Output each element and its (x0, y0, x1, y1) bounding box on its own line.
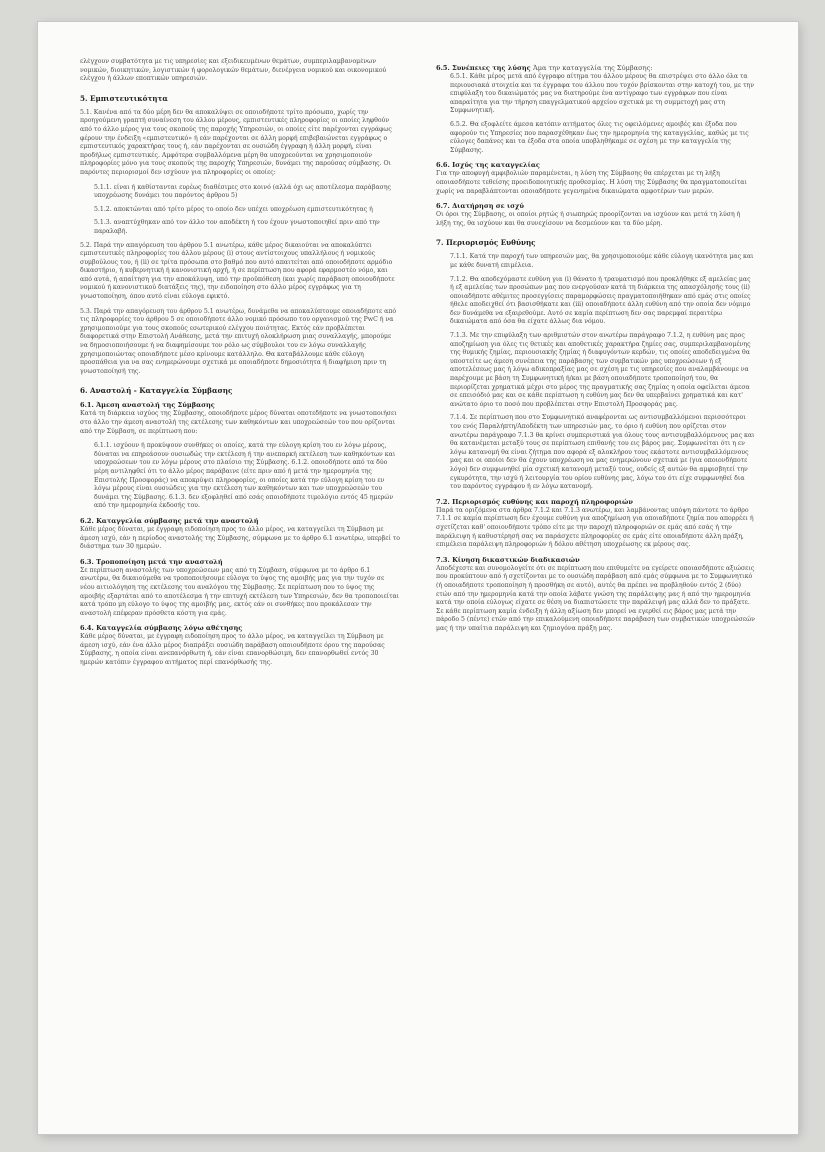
clause-6-6: Για την αποφυγή αμφιβολιών παραμένεται, η λύση της Σύμβασης θα επέρχεται με τη λήξη οποιασδήποτε τεθείσης προειδοποιητικής προθεσμίας. Η λύση της Σύμβασης θα πραγματοποιείται χωρίς να παραβλάπτονται οποιαδήποτε γεγενημένα δικαιώματα αμφοτέρων των μερών. (436, 170, 747, 195)
section-6-heading: 6. Αναστολή - Καταγγελία Σύμβασης (80, 386, 233, 396)
clause-6-5-heading (436, 64, 756, 72)
clause-5-1-3: 5.1.3. αναπτύχθηκαν από τον άλλο τον αποδέκτη ή του έχουν γνωστοποιηθεί πριν από την παραλαβή. (94, 219, 380, 235)
intro-paragraph: ελέγχουν συμβατότητα με τις υπηρεσίες και εξειδικευμένων θεμάτων, συμπεριλαμβανομένων νομικών, διοικητικών, λογιστικών ή φορολογικών θεμάτων, διενέργεια νομικού και οικονομικού ελέγχου ή άλλων εποπτικών υπηρεσιών. (80, 58, 387, 83)
document-page (38, 22, 798, 1134)
clause-6-5-title: 6.5. Συνέπειες της λύσης (436, 64, 531, 72)
clause-7-3-heading: 7.3. Κίνηση δικαστικών διαδικασιών (436, 555, 580, 564)
clause-7-2: Παρά τα οριζόμενα στα άρθρα 7.1.2 και 7.1.3 ανωτέρω, και λαμβάνοντας υπόψη πάντοτε το άρθρο 7.1.1 σε καμία περίπτωση δεν έχουμε ευθύνη για αποζημίωση για οποιαδήποτε ζημία που απορρέει ή σχετίζεται καθ' οποιονδήποτε τρόπο είτε με την παροχή πληροφοριών σε εμάς από εσάς ή την παράλειψη ή καθυστέρησή σας να παράσχετε πληροφορίες σε εμάς είτε οποιαδήποτε άλλη πράξη, επιμέλεια παράλειψη πληροφοριών ή δόλου αθέτηση υποχρέωσης εκ μέρους σας. (436, 506, 754, 549)
clause-6-7: Οι όροι της Σύμβασης, οι οποίοι ρητώς ή σιωπηρώς προορίζονται να ισχύουν και μετά τη λύση ή λήξη της, θα ισχύουν και θα συνεχίσουν να δεσμεύουν και τα δύο μέρη. (436, 211, 741, 227)
clause-6-3: Σε περίπτωση αναστολής των υποχρεώσεων μας από τη Σύμβαση, σύμφωνα με το άρθρο 6.1 ανωτέρω, θα δικαιούμεθα να τροποποιήσουμε εύλογα το ύψος της αμοιβής μας για την τυχόν σε νέου αιτιολόγηση της εκτέλεσης του αναλόγου της Σύμβασης. Σε περίπτωση που το ύψος της αμοιβής εξαρτάται από το αποτέλεσμα ή την επιτυχή εκτέλεση των Υπηρεσιών, δεν θα τροποποιείται κατά τρόπο μη εύλογο το ύψος της αμοιβής μας, εκτός εάν οι συνθήκες που προκάλεσαν την αναστολή επέφεραν πρόσθετα κόστη για εμάς. (80, 566, 400, 617)
right-column (436, 58, 756, 639)
section-7-heading: 7. Περιορισμός Ευθύνης (436, 238, 536, 248)
clause-6-1-items: 6.1.1. ισχύουν ή προκύψουν συνθήκες οι οποίες, κατά την εύλογη κρίση του εν λόγω μέρους, δύναται να επηρεάσουν ουσιωδώς την εκτέλεση ή την ανεπαρκή εκτέλεση των καθηκόντων και υποχρεώσεων του εν λόγω μέρους στο πλαίσιο της Σύμβασης. 6.1.2. οποιοδήποτε από τα δύο μέρη αντιληφθεί ότι το άλλο μέρος παράβαινε (είτε πριν από ή μετά την ημερομηνία της Επιστολής Προσφοράς) να αποκρύψει πληροφορίες, οι οποίες κατά την εύλογη κρίση του εν λόγω μέρους είναι ουσιώδεις για την εκτέλεση των καθηκόντων και των υποχρεώσεών του δυνάμει της Σύμβασης. 6.1.3. δεν εξοφληθεί από εσάς οποιοδήποτε τιμολόγιο εντός 45 ημερών από την ημερομηνία έκδοσής του. (94, 442, 396, 510)
section-5-heading: 5. Εμπιστευτικότητα (80, 93, 168, 103)
clause-5-3: 5.3. Παρά την απαγόρευση του άρθρου 5.1 ανωτέρω, δυνάμεθα να αποκαλύπτουμε οποιαδήποτε από τις πληροφορίες του άρθρου 5 σε οποιοδήποτε άλλο νομικό πρόσωπο του οργανισμού της PwC ή να χρησιμοποιούμε για τους σκοπούς εσωτερικού ελέγχου ποιότητας. Εκτός εάν προβλέπεται διαφορετικά στην Επιστολή Ανάθεσης, μετά την επιτυχή ολοκλήρωση μιας συναλλαγής, μπορούμε να δημοσιοποιήσουμε ή να διαφημίσουμε τον ρόλο ως σύμβουλοι του εν λόγω συναλλαγής χρησιμοποιώντας οποιαδήποτε μέσο κρίνουμε κατάλληλο. Θα καταβάλλουμε κάθε εύλογη προσπάθεια για να σας ενημερώνουμε σχετικά με οποιαδήποτε δημοσιότητα ή διαφήμιση πριν τη γνωστοποίησή της. (80, 307, 397, 375)
clause-6-1-heading: 6.1. Άμεση αναστολή της Σύμβασης (80, 401, 215, 410)
clause-7-1-1: 7.1.1. Κατά την παροχή των υπηρεσιών μας, θα χρησιμοποιούμε κάθε εύλογη ικανότητα μας και με κάθε δυνατή επιμέλεια. (450, 253, 754, 269)
clause-5-2: 5.2. Παρά την απαγόρευση του άρθρου 5.1 ανωτέρω, κάθε μέρος δικαιούται να αποκαλύπτει εμπιστευτικές πληροφορίες του άλλου μέρους (i) στους αντίστοιχους υπαλλήλους ή νομικούς συμβούλους του, ή (ii) σε τρίτα πρόσωπα στο βαθμό που αυτό απαιτείται από οποιοδήποτε αρμόδιο δικαστήριο, ή κυβερνητική ή κανονιστική αρχή, ή σε περίπτωση που αφορά εφαρμοστέο νόμο, και από αυτά, ή απαίτηση για την αποκάλυψη, υπό την προϋπόθεση (και χωρίς παράβαση οποιουδήποτε νομικού ή κανονιστικού διατάξεις της), την ειδοποίηση στο άλλο μέρος εγγράφως για τη γνωστοποίηση, όπου αυτό είναι εύλογα εφικτό. (80, 241, 395, 301)
clause-7-2-heading: 7.2. Περιορισμός ευθύνης και παροχή πληροφοριών (436, 497, 633, 506)
clause-5-1: 5.1. Κανένα από τα δύο μέρη δεν θα αποκαλύψει σε οποιοδήποτε τρίτο πρόσωπο, χωρίς την προηγούμενη γραπτή συναίνεση του άλλου μέρους, εμπιστευτικές πληροφορίες οι οποίες ληφθούν από το άλλο μέρος για τους σκοπούς της παροχής Υπηρεσιών, οι οποίες είτε παρέχονται εγγράφως φέρουν την ένδειξη «εμπιστευτικό» ή εάν παρέχονται σε άλλη μορφή επιβεβαιώνεται εγγράφως ο εμπιστευτικός χαρακτήρας τους ή, εάν παρέχονται σε ουσιώδη έγγραφη ή άλλη μορφή, είναι προδήλως εμπιστευτικές. Αμφότερα συμβαλλόμενα μέρη θα υποχρεούνται να χρησιμοποιούν πληροφορίες μόνο για τους σκοπούς της παροχής Υπηρεσιών, δυνάμει της παρούσας σύμβασης. Οι παρόντες περιορισμοί δεν ισχύουν για πληροφορίες οι οποίες: (80, 108, 392, 176)
clause-6-5-lead: Άμα την καταγγελία της Σύμβασης: (532, 64, 653, 72)
left-column (80, 58, 400, 674)
clause-6-2-heading: 6.2. Καταγγελία σύμβασης μετά την αναστολή (80, 516, 259, 525)
clause-7-1-2: 7.1.2. Θα αποδεχόμαστε ευθύνη για (i) θάνατο ή τραυματισμό που προκλήθηκε εξ αμελείας μας ή εξ αμελείας των προσώπων μας που ενεργούσαν κατά τη διάρκεια της απασχόλησής τους (ii) οποιαδήποτε αθέμιτες προσεγγίσεις παραμορφώσεις πραγματοποιήθηκαν από εμάς στις οποίες ήθελε αποδειχθεί ότι βασισθήκατε και (iii) οποιαδήποτε άλλη ευθύνη από την οποία δεν νόμιμο δεν δυνάμεθα να εξαιρεθούμε. Αυτό σε καμία περίπτωση δεν σας παρεμφαί περαιτέρω δικαιώματα από όσα θα είχατε άλλως δια νόμου. (450, 275, 751, 326)
clause-5-1-2: 5.1.2. αποκτώνται από τρίτο μέρος το οποίο δεν υπέχει υποχρέωση εμπιστευτικότητας ή (94, 205, 373, 213)
clause-5-1-1: 5.1.1. είναι ή καθίστανται ευρέως διαθέσιμες στο κοινό (αλλά όχι ως αποτέλεσμα παράβασης υποχρέωσης δυνάμει του παρόντος άρθρου 5) (94, 183, 392, 200)
clause-6-5-2: 6.5.2. Θα εξοφλείτε άμεσα κατόπιν αιτήματος όλες τις οφειλόμενες αμοιβές και έξοδα που αφορούν τις Υπηρεσίες που παρασχέθηκαν έως την ημερομηνία της καταγγελίας, καθώς με τις εύλογες δαπάνες και τα έξοδα στα οποία υποβληθήκαμε σε σχέση με την καταγγελία της Σύμβασης. (450, 120, 749, 154)
clause-6-7-heading: 6.7. Διατήρηση σε ισχύ (436, 202, 524, 211)
clause-6-3-heading: 6.3. Τροποποίηση μετά την αναστολή (80, 557, 223, 566)
clause-7-1-3: 7.1.3. Με την επιφύλαξη των αριθμιστών στον ανωτέρω παράγραφο 7.1.2, η ευθύνη μας προς αποζημίωση για όλες τις θετικές και αποθετικές χαρακτήρα ζημίες σας, συμπεριλαμβανομένης της θυμικής ζημίας, περιουσιακής ζημίας ή διαφυγόντων κερδών, τις οποίες αποδεδειγμένα θα υποστείτε ως άμεση συνέπεια της παράβασης των συμβατικών μας υποχρεώσεων ή εξ αποτελέσεως μας ή λόγω αδικοπραξίας μας σε σχέση με τις υπηρεσίες που αναλαμβάνουμε να παρέχουμε με βάση τη Συμφωνητική ή/και με βάση οποιαδήποτε τροποποίησή του, θα περιορίζεται χρηματικά μέχρι στο μέρος της πραγματικής σας ζημίας η οποία οφείλεται άμεσα σε επεισόδιό μας και σε κάθε περίπτωση η ευθύνη μας δεν θα υπερβαίνει χρηματικά και κατ' ανώτατο όριο το ποσό που προβλέπεται στην Επιστολή Προσφοράς μας. (450, 332, 751, 408)
clause-6-5-1: 6.5.1. Κάθε μέρος μετά από έγγραφο αίτημα του άλλου μέρους θα επιστρέψει στο άλλο όλα τα περιουσιακά στοιχεία και τα έγγραφα του άλλου που τυχόν βρίσκονται στην κατοχή του, με την επιφύλαξη του δικαιώματός μας να διατηρούμε ένα αντίγραφο των εγγράφων που είναι απαραίτητα για την τήρηση επαγγελματικού αρχείου σχετικά με τη συμμετοχή μας στη Συμφωνητική. (450, 73, 754, 115)
clause-6-6-heading: 6.6. Ισχύς της καταγγελίας (436, 161, 540, 170)
clause-6-4: Κάθε μέρος δύναται, με έγγραφη ειδοποίηση προς το άλλο μέρος, να καταγγείλει τη Σύμβαση με άμεση ισχύ, εάν ένα άλλο μέρος διαπράξει ουσιώδη παράβαση οποιουδήποτε όρου της παρούσας Σύμβασης, η οποία είναι ανεπανόρθωτη ή, εάν είναι επανορθώσιμη, δεν επανορθωθεί εντός 30 ημερών κατόπιν έγγραφου αιτήματος περί επανόρθωσής της. (80, 633, 385, 667)
clause-6-2: Κάθε μέρος δύναται, με έγγραφη ειδοποίηση προς το άλλο μέρος, να καταγγείλει τη Σύμβαση με άμεση ισχύ, εάν η περίοδος αναστολής της Σύμβασης, σύμφωνα με το άρθρο 6.1 ανωτέρω, υπερβεί το διάστημα των 30 ημερών. (80, 525, 400, 551)
clause-7-3: Αποδέχεστε και συνομολογείτε ότι σε περίπτωση που επιθυμείτε να εγείρετε οποιασδήποτε αξιώσεις που προκύπτουν από ή σχετίζονται με το ουσιώδη παράβαση από εμάς σύμφωνα με το Συμφωνητικό (ή οποιαδήποτε τροποποίηση ή προσθήκη σε αυτό), αυτές θα πρέπει να προβληθούν εντός 2 (δύο) ετών από την ημερομηνία κατά την οποία λάβατε γνώση της παράλειψης μας ή από την ημερομηνία κατά την οποία εύλογως είχατε σε θέση να διαπιστώσετε την παράλειψή μας αλλά δεν το πράξατε. Σε κάθε περίπτωση καμία ένδειξη ή άλλη αξίωση δεν μπορεί να εγερθεί εις βάρος μας μετά την πάροδο 5 (πέντε) ετών από την επικαλούμενη οποιαδήποτε παράβαση των συμβατικών υποχρεώσεών μας ή την υπαίτια παράλειψη και ζημιογόνα πράξη μας. (436, 564, 755, 632)
clause-6-1: Κατά τη διάρκεια ισχύος της Σύμβασης, οποιοδήποτε μέρος δύναται οποτεδήποτε να γνωστοποιήσει στο άλλο την άμεση αναστολή της εκτέλεσης των καθηκόντων και υποχρεώσεών του που ορίζονται από την Σύμβαση, σε περίπτωση που: (80, 410, 397, 435)
clause-7-1-4: 7.1.4. Σε περίπτωση που στο Συμφωνητικό αναφέρονται ως αντισυμβαλλόμενοι περισσότεροι του ενός Παραλήπτη/Αποδέκτη των υπηρεσιών μας, το όριο ή ευθύνη που ορίζεται στον ανωτέρω παράγραφο 7.1.3 θα κρίνει συμπεριστικά για όλους τους αντισυμβαλλόμενους μας και θα κατανέμεται μεταξύ τους σε περίπτωση επιθανής του εις βάρος μας. Συμφωνείται ότι η εν λόγω κατανομή θα είναι ζήτημα που αφορά εξ αλοκλήρου τους εκάστοτε αντισυμβαλλόμενους μας και οι οποίοι δεν θα έχουν υποχρέωση να μας ενημερώνουν σχετικά με (για οποιονδήποτε λόγο) δεν συμφωνηθεί μία σχετική κατανομή μεταξύ τους, ουδείς εξ αυτών θα αμφισβητεί την εγκυρότητα, την ισχύ ή λειτουργία του ορίου ευθύνης μας, λόγω του ότι είχε συμφωνηθεί δια του παρόντος εγγράφου ή εν λόγω κατανομή. (450, 414, 755, 491)
clause-6-4-heading: 6.4. Καταγγελία σύμβασης λόγω αθέτησης (80, 624, 243, 633)
